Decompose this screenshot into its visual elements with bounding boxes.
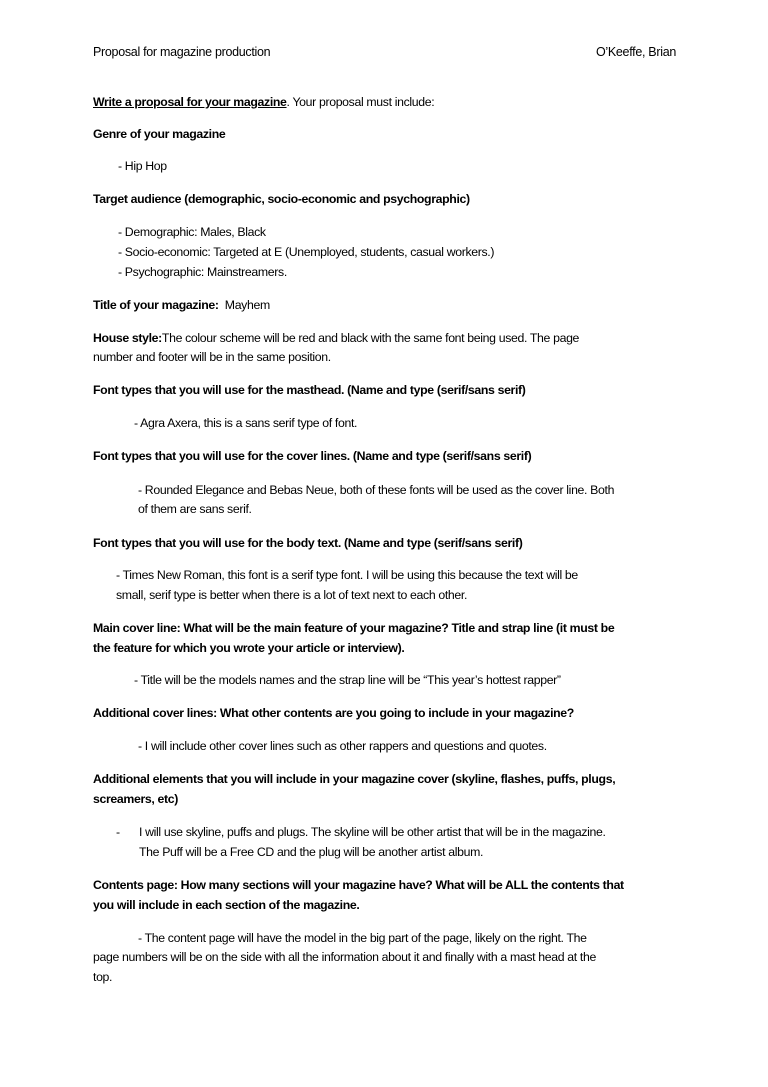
body-text-line-2: small, serif type is better when there is a lot of text next to each other. xyxy=(116,588,468,602)
additional-lines-item: - I will include other cover lines such as other rappers and questions and quotes. xyxy=(138,739,547,753)
target-heading: Target audience (demographic, socio-economic and psychographic) xyxy=(93,192,470,206)
additional-elements-line-2: The Puff will be a Free CD and the plug will be another artist album. xyxy=(139,845,484,859)
masthead-item: - Agra Axera, this is a sans serif type of font. xyxy=(134,416,358,430)
additional-elements-line-1: I will use skyline, puffs and plugs. The skyline will be other artist that will be in the magazine. xyxy=(139,825,606,839)
additional-elements-bullet: - xyxy=(116,825,120,839)
cover-lines-line-2: of them are sans serif. xyxy=(138,502,252,516)
additional-elements-heading-2: screamers, etc) xyxy=(93,792,178,806)
house-style-line-1 xyxy=(93,330,579,346)
intro-rest: . Your proposal must include: xyxy=(286,95,435,109)
intro-line xyxy=(93,94,434,110)
contents-page-heading-2: you will include in each section of the magazine. xyxy=(93,898,360,912)
contents-page-line-3: top. xyxy=(93,970,113,984)
additional-elements-heading-1: Additional elements that you will include in your magazine cover (skyline, flashes, puffs, plugs, xyxy=(93,772,616,786)
genre-item: - Hip Hop xyxy=(118,159,167,173)
body-text-line-1: - Times New Roman, this font is a serif type font. I will be using this because the text will be xyxy=(116,568,578,582)
additional-lines-heading: Additional cover lines: What other contents are you going to include in your magazine? xyxy=(93,706,574,720)
cover-lines-line-1: - Rounded Elegance and Bebas Neue, both of these fonts will be used as the cover line. Both xyxy=(138,483,615,497)
main-cover-heading-1: Main cover line: What will be the main feature of your magazine? Title and strap line (it must be xyxy=(93,621,615,635)
main-cover-item: - Title will be the models names and the strap line will be “This year’s hottest rapper” xyxy=(134,673,561,687)
intro-link: Write a proposal for your magazine xyxy=(93,95,287,109)
target-item-demographic: - Demographic: Males, Black xyxy=(118,225,266,239)
masthead-heading: Font types that you will use for the masthead. (Name and type (serif/sans serif) xyxy=(93,383,526,397)
house-style-text: The colour scheme will be red and black with the same font being used. The page xyxy=(161,331,580,345)
main-cover-heading-2: the feature for which you wrote your article or interview). xyxy=(93,641,405,655)
house-style-heading: House style: xyxy=(93,331,162,345)
title-heading: Title of your magazine: xyxy=(93,298,219,312)
header-author: O’Keeffe, Brian xyxy=(595,45,676,59)
header-title: Proposal for magazine production xyxy=(93,45,271,59)
body-text-heading: Font types that you will use for the body text. (Name and type (serif/sans serif) xyxy=(93,536,523,550)
contents-page-heading-1: Contents page: How many sections will your magazine have? What will be ALL the contents that xyxy=(93,878,624,892)
title-line xyxy=(93,297,270,313)
contents-page-line-2: page numbers will be on the side with all the information about it and finally with a mast head at the xyxy=(93,950,596,964)
target-item-psychographic: - Psychographic: Mainstreamers. xyxy=(118,265,287,279)
cover-lines-heading: Font types that you will use for the cover lines. (Name and type (serif/sans serif) xyxy=(93,449,532,463)
genre-heading: Genre of your magazine xyxy=(93,127,226,141)
house-style-line-2: number and footer will be in the same position. xyxy=(93,350,331,364)
contents-page-line-1: - The content page will have the model in the big part of the page, likely on the right. The xyxy=(138,931,587,945)
title-value: Mayhem xyxy=(224,298,270,312)
target-item-socio-economic: - Socio-economic: Targeted at E (Unemployed, students, casual workers.) xyxy=(118,245,495,259)
